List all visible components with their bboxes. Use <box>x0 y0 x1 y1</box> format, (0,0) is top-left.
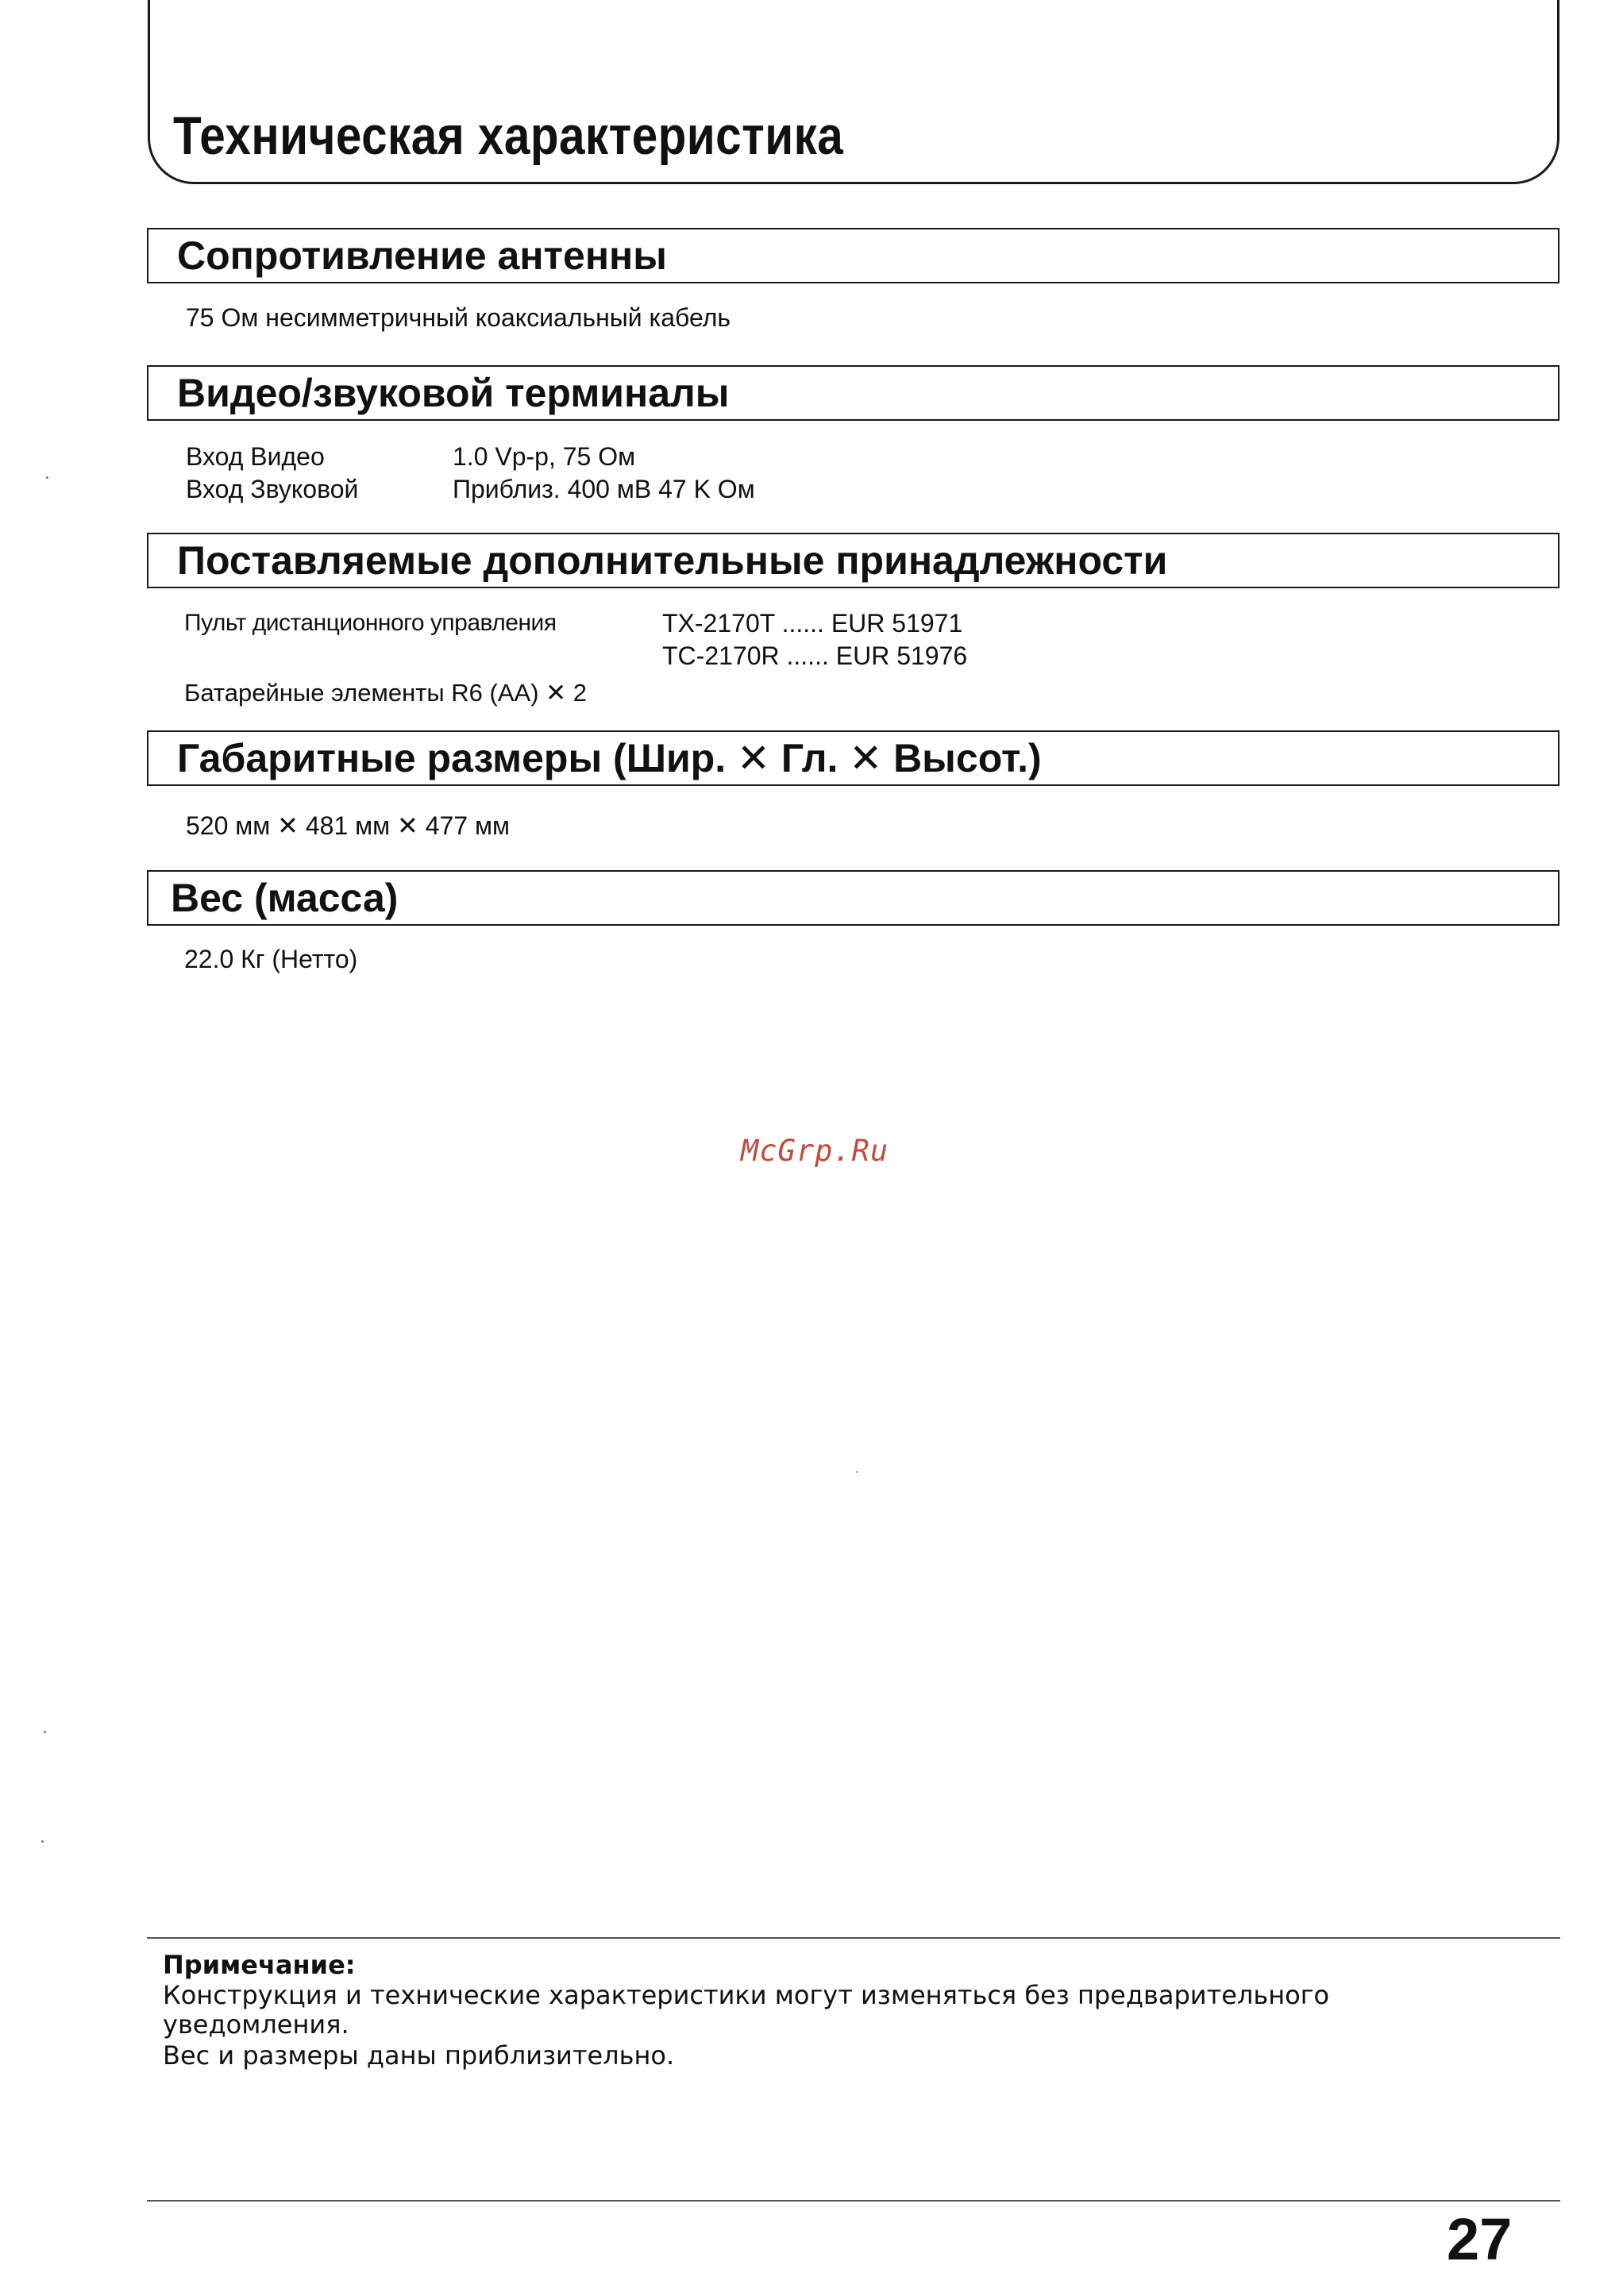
multiply-icon: ✕ <box>397 811 418 840</box>
batteries-line <box>184 677 587 709</box>
remote-model: TC-2170R ...... EUR 51976 <box>662 641 968 670</box>
note-title: Примечание: <box>163 1950 356 1980</box>
note-divider <box>147 1937 1560 1939</box>
note-line: Конструкция и технические характеристики могут изменяться без предварительного <box>163 1980 1330 2010</box>
section-accessories-header <box>147 533 1559 588</box>
section-antenna-header <box>147 228 1559 283</box>
dimensions-heading-end: Высот.) <box>893 736 1042 780</box>
dimension-width: 520 мм <box>186 811 271 840</box>
dimensions-values <box>186 810 510 842</box>
section-heading: Видео/звуковой терминалы <box>177 371 730 415</box>
multiply-icon: ✕ <box>545 679 567 707</box>
batteries-text: Батарейные элементы R6 (AA) <box>184 679 539 707</box>
page-title: Техническая характеристика <box>173 106 844 166</box>
multiply-icon: ✕ <box>849 736 883 780</box>
section-terminals-header <box>147 365 1559 421</box>
footer-divider <box>147 2200 1560 2202</box>
remote-model: TX-2170T ...... EUR 51971 <box>662 609 963 638</box>
section-heading: Поставляемые дополнительные принадлежности <box>177 538 1168 583</box>
terminal-value: Приблиз. 400 мВ 47 K Ом <box>453 475 755 503</box>
remote-label: Пульт дистанционного управления <box>184 610 557 636</box>
batteries-count: 2 <box>572 679 588 707</box>
note-line: Вес и размеры даны приблизительно. <box>163 2040 675 2071</box>
multiply-icon: ✕ <box>277 811 299 840</box>
terminal-value: 1.0 Vp-p, 75 Ом <box>453 442 636 471</box>
terminal-label: Вход Звуковой <box>186 475 359 503</box>
antenna-value: 75 Ом несимметричный коаксиальный кабель <box>186 303 731 332</box>
scan-speck <box>41 1840 44 1843</box>
section-heading: Вес (масса) <box>171 876 399 920</box>
page-number: 27 <box>1447 2206 1513 2272</box>
terminal-label: Вход Видео <box>186 442 325 471</box>
scan-speck <box>46 476 48 479</box>
multiply-icon: ✕ <box>737 736 770 780</box>
dimension-height: 477 мм <box>425 811 511 840</box>
section-heading <box>177 732 1042 784</box>
note-line: уведомления. <box>163 2009 349 2040</box>
dimensions-heading-mid: Гл. <box>781 736 838 780</box>
scan-speck <box>44 1731 46 1733</box>
dimensions-heading-start: Габаритные размеры (Шир. <box>177 736 727 780</box>
scan-speck <box>856 1471 858 1473</box>
dimension-depth: 481 мм <box>305 811 391 840</box>
watermark: McGrp.Ru <box>741 1134 889 1168</box>
section-dimensions-header <box>147 730 1559 786</box>
weight-value: 22.0 Кг (Нетто) <box>184 945 358 973</box>
section-heading: Сопротивление антенны <box>177 233 667 278</box>
section-weight-header <box>147 870 1559 926</box>
